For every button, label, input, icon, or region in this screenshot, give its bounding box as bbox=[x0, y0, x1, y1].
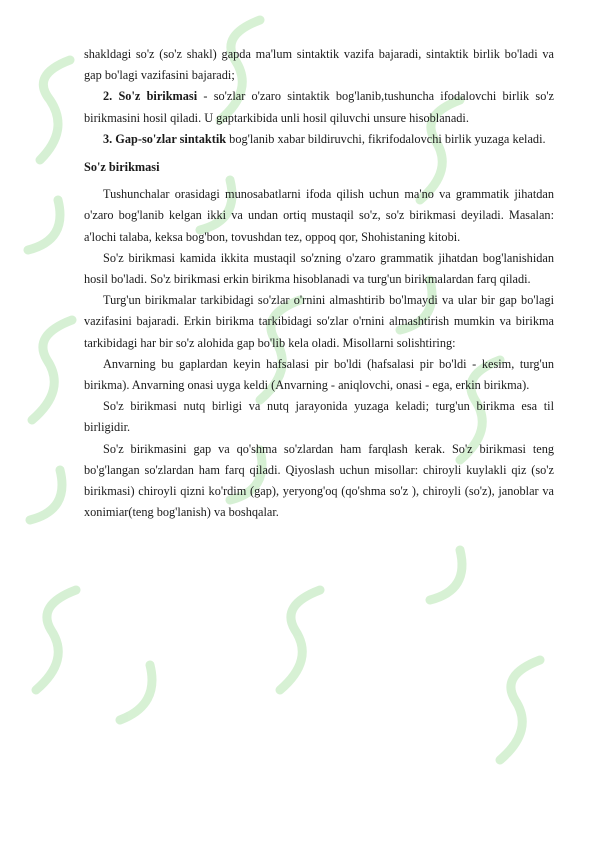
watermark-glyph bbox=[32, 320, 72, 420]
paragraph-intro: shakldagi so'z (so'z shakl) gapda ma'lum sintaktik vazifa bajaradi, sintaktik birlik bo'ladi va gap bo'lagi vazifasini bajaradi; bbox=[84, 47, 554, 83]
paragraph: Tushunchalar orasidagi munosabatlarni ifoda qilish uchun ma'no va grammatik jihatdan o'zaro bog'lanib kelgan ikki va undan ortiq mustaqil so'z, so'z birikmasi deyiladi. Masalan: a'lochi talaba, keksa bog'bon, tovushdan tez, oppoq qor, Shohistaning kitobi. bbox=[84, 187, 554, 244]
paragraph: So'z birikmasi nutq birligi va nutq jarayonida yuzaga keladi; turg'un birikma esa til birligidir. bbox=[84, 399, 554, 435]
list-item-3 bbox=[84, 129, 554, 150]
watermark-glyph bbox=[430, 550, 462, 600]
paragraph: So'z birikmasini gap va qo'shma so'zlardan ham farqlash kerak. So'z birikmasi teng bo'g'langan so'zlardan ham farq qiladi. Qiyoslash uchun misollar: chiroyli kuylakli qiz (so'z birikmasi) chiroyli qizni ko'rdim (gap), yeryong'oq (qo'shma so'z ), chiroyli (so'z), janoblar va xonimiar(teng bog'lanish) va boshqalar. bbox=[84, 441, 554, 520]
watermark-glyph bbox=[500, 660, 540, 760]
paragraph: Anvarning bu gaplardan keyin hafsalasi pir bo'ldi (hafsalasi pir bo'ldi - kesim, turg'un birikma). Anvarning onasi uyga keldi (Anvarning - aniqlovchi, onasi - ega, erkin birikma). bbox=[84, 356, 554, 393]
watermark-glyph bbox=[40, 60, 70, 160]
list-item-text: bog'lanib xabar bildiruvchi, fikrifodalovchi birlik yuzaga keladi. bbox=[226, 131, 546, 146]
paragraph: Turg'un birikmalar tarkibidagi so'zlar o'rnini almashtirib bo'lmaydi va ular bir gap bo'lagi vazifasini bajaradi. Erkin birikma tarkibidagi so'zlar o'rnini almashtirish mumkin va birikma tarkibidagi har bir so'z alohida gap bo'lib kela oladi. Misollarni solishtiring: bbox=[84, 293, 554, 350]
watermark-glyph bbox=[120, 665, 152, 720]
list-item-text: - so'zlar o'zaro sintaktik bog'lanib,tushuncha ifodalovchi birlik so'z birikmasini hosil qiladi. U gaptarkibida unli hosil qiluvchi unsure hisoblanadi. bbox=[84, 89, 555, 125]
watermark-glyph bbox=[36, 590, 76, 690]
list-item-2 bbox=[84, 86, 554, 128]
term-soz-birikmasi: So'z birikmasi bbox=[118, 89, 198, 104]
document-page bbox=[84, 44, 554, 523]
watermark-glyph bbox=[30, 470, 62, 520]
watermark-glyph bbox=[28, 200, 60, 250]
watermark-glyph bbox=[280, 590, 320, 690]
term-gap-sozlar: Gap-so'zlar sintaktik bbox=[115, 131, 227, 146]
list-number: 3. bbox=[103, 131, 116, 146]
section-heading: So'z birikmasi bbox=[84, 160, 160, 175]
paragraph: So'z birikmasi kamida ikkita mustaqil so'zning o'zaro grammatik jihatdan bog'lanishidan hosil bo'ladi. So'z birikmasi erkin birikma hisoblanadi va turg'un birikmalardan farq qiladi. bbox=[84, 250, 554, 287]
list-number: 2. bbox=[103, 89, 119, 104]
